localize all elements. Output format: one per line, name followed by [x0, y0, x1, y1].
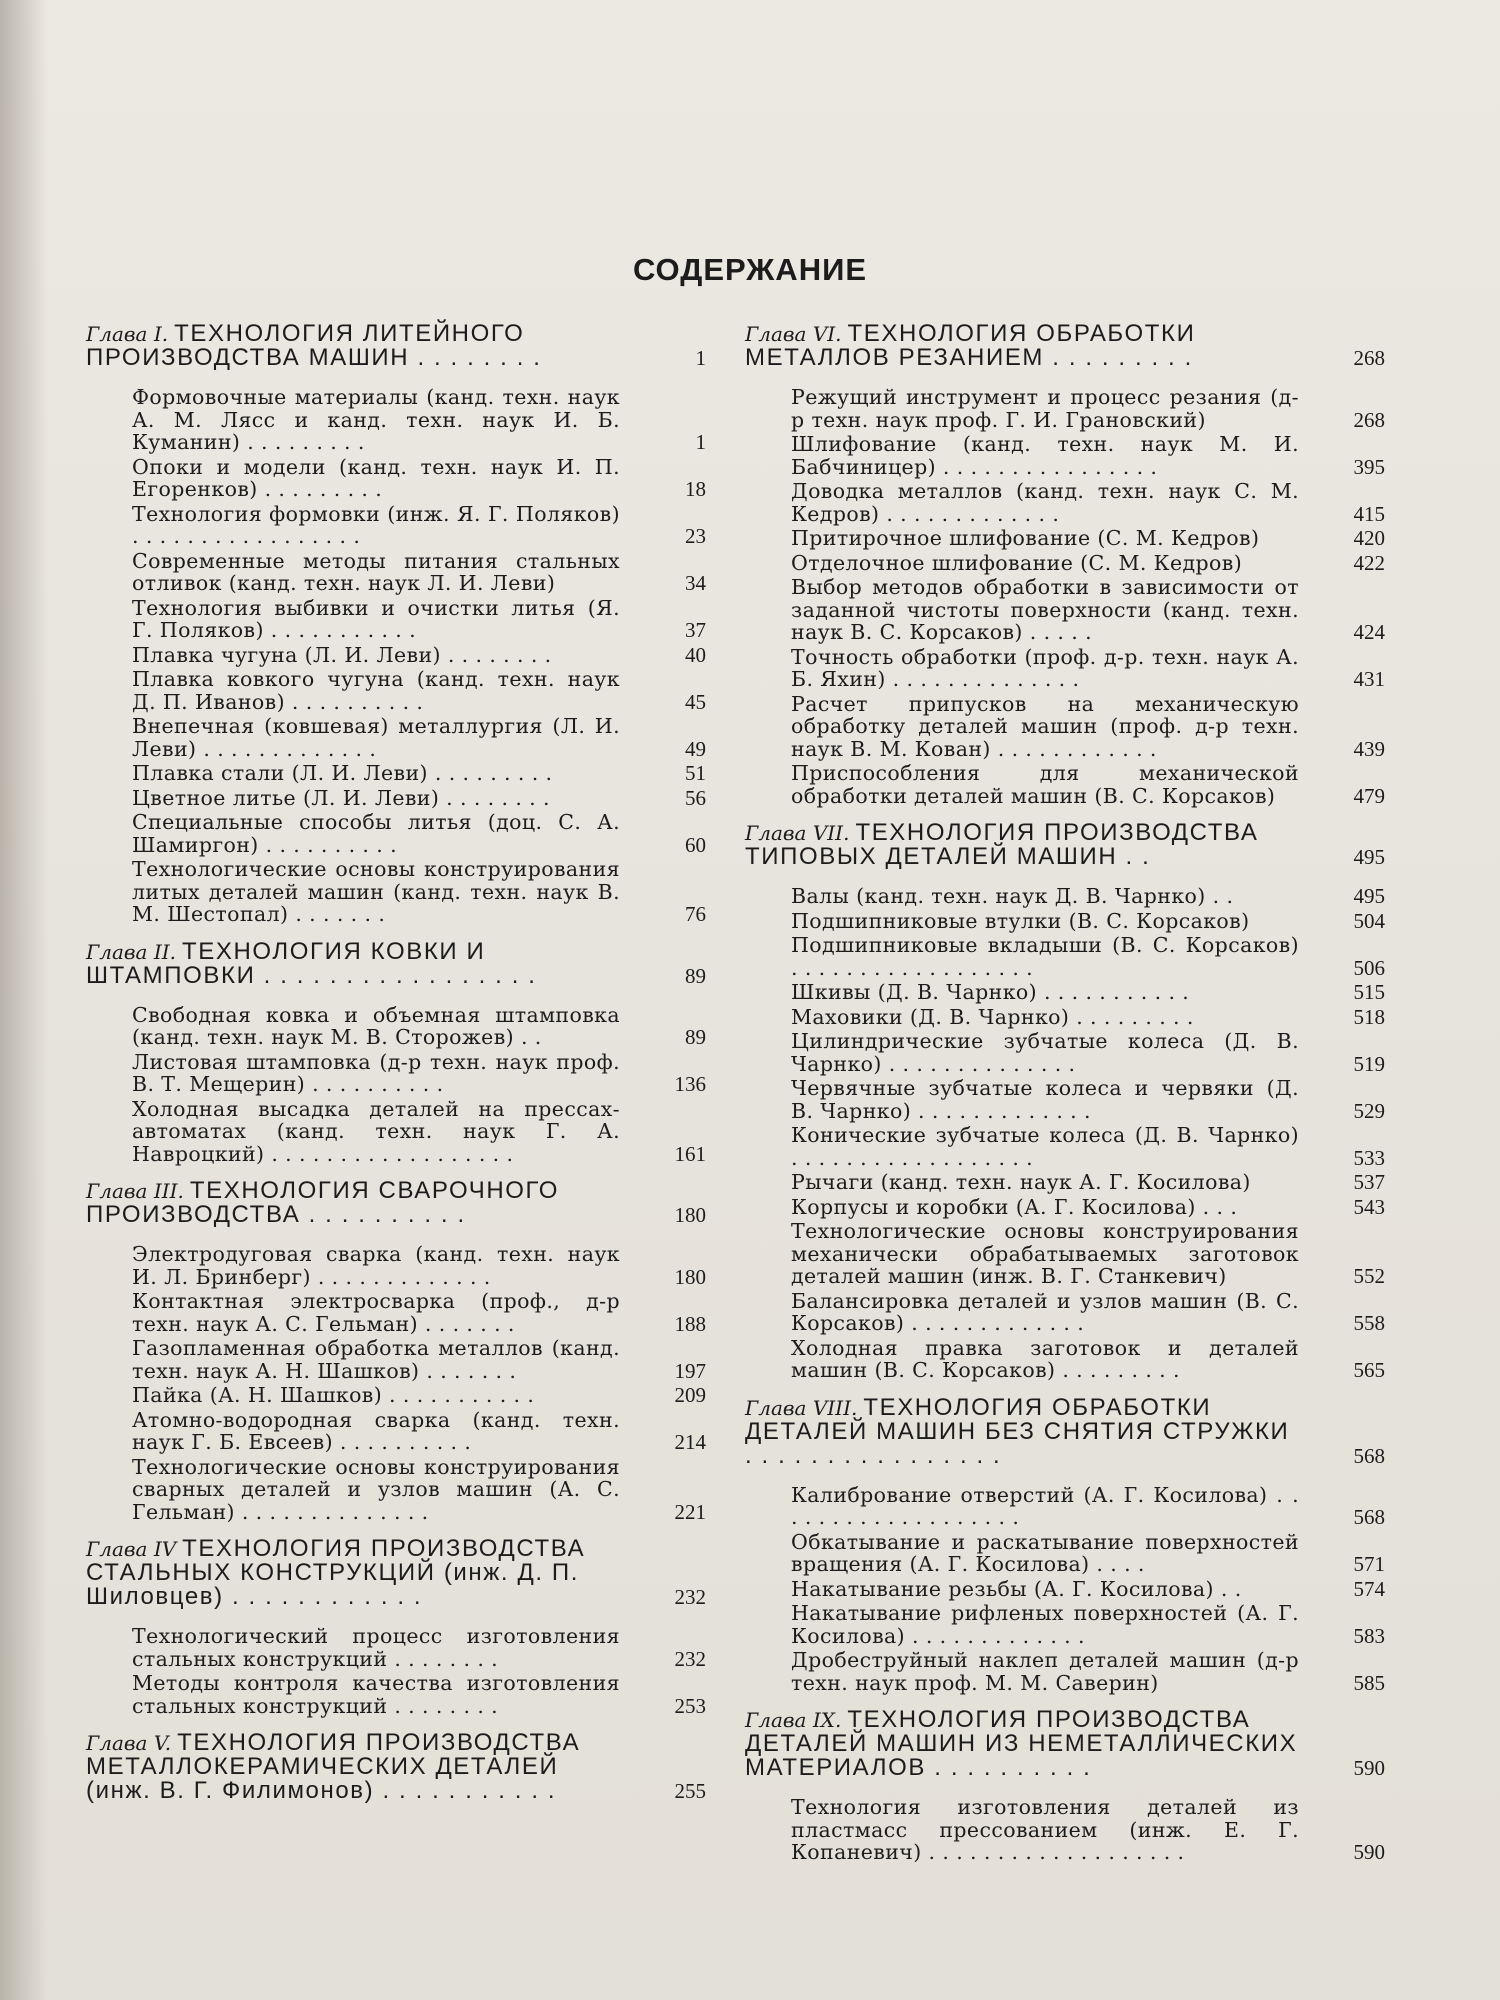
chapter-title [86, 322, 706, 370]
toc-entry-text: Специальные способы литья (доц. С. А. Шамиргон) . . . . . . . . . . [132, 810, 620, 857]
chapter-title-text: ТЕХНОЛОГИЯ ПРОИЗВОДСТВА ДЕТАЛЕЙ МАШИН ИЗ НЕМЕТАЛЛИЧЕСКИХ МАТЕРИАЛОВ . . . . . . . . . . [745, 1706, 1298, 1781]
toc-entry-text: Холодная высадка деталей на прессах-автоматах (канд. техн. наук Г. А. Навроцкий) . . . . . . . . . . . . . . . . . . [132, 1096, 620, 1166]
toc-entry-text: Технологические основы конструирования сварных деталей и узлов машин (А. С. Гельман) . . . . . . . . . . . . . . [132, 1454, 620, 1524]
chapter [86, 322, 706, 926]
toc-entry-text: Электродуговая сварка (канд. техн. наук И. Л. Бринберг) . . . . . . . . . . . . . [132, 1242, 620, 1289]
toc-entry [86, 644, 706, 667]
toc-entry-text: Опоки и модели (канд. техн. наук И. П. Егоренков) . . . . . . . . . [132, 454, 620, 501]
toc-entry-page-number: 552 [1353, 1264, 1385, 1288]
toc-entry-text: Валы (канд. техн. наук Д. В. Чарнко) . . [791, 884, 1234, 908]
toc-entry-page-number: 34 [685, 571, 706, 595]
toc-entry-page-number: 585 [1353, 1670, 1385, 1695]
chapter-prefix: Глава III. [86, 1179, 184, 1203]
toc-entry-page-number: 188 [674, 1311, 706, 1336]
toc-entry [745, 1578, 1385, 1601]
chapter-title-text: ТЕХНОЛОГИЯ ЛИТЕЙНОГО ПРОИЗВОДСТВА МАШИН . . . . . . . . [86, 320, 542, 371]
toc-entry [86, 550, 706, 595]
toc-entry-page-number: 479 [1353, 783, 1385, 808]
toc-entry [745, 1196, 1385, 1219]
toc-entry [86, 1243, 706, 1288]
toc-entry-text: Выбор методов обработки в зависимости от заданной чистоты поверхности (канд. техн. наук В. С. Корсаков) . . . . . [791, 575, 1299, 644]
toc-entry-page-number: 253 [674, 1693, 706, 1718]
toc-entry-page-number: 533 [1353, 1145, 1385, 1170]
toc-entry-page-number: 197 [674, 1358, 706, 1383]
toc-entry [86, 1384, 706, 1407]
toc-entry-page-number: 583 [1353, 1623, 1385, 1648]
toc-entry-page-number: 518 [1353, 1004, 1385, 1029]
toc-entry [745, 1484, 1385, 1529]
chapter-title-text: ТЕХНОЛОГИЯ ПРОИЗВОДСТВА МЕТАЛЛОКЕРАМИЧЕСКИХ ДЕТАЛЕЙ (инж. В. Г. Филимонов) . . . . . . . . . . . [86, 1729, 581, 1804]
toc-entry [745, 1171, 1385, 1194]
toc-entry-text: Технология изготовления деталей из пластмасс прессованием (инж. Е. Г. Копаневич) . . . . . . . . . . . . . . . . . . . [791, 1795, 1299, 1864]
toc-entry [745, 885, 1385, 908]
toc-entry-page-number: 420 [1353, 526, 1385, 550]
toc-entry-page-number: 45 [685, 689, 706, 714]
toc-entry-text: Формовочные материалы (канд. техн. наук А. М. Лясс и канд. техн. наук И. Б. Куманин) . . . . . . . . . [132, 385, 620, 454]
toc-entry-page-number: 431 [1353, 667, 1385, 691]
page-title: СОДЕРЖАНИЕ [632, 252, 868, 287]
toc-entry-text: Маховики (Д. В. Чарнко) . . . . . . . . . [791, 1004, 1194, 1029]
chapter [86, 1537, 706, 1717]
toc-entry-text: Рычаги (канд. техн. наук А. Г. Косилова) [791, 1170, 1251, 1194]
toc-entry [745, 1796, 1385, 1864]
chapter-page-number: 568 [1353, 1443, 1385, 1468]
toc-entry [745, 646, 1385, 691]
toc-entry-page-number: 574 [1353, 1576, 1385, 1601]
toc-entry [745, 1077, 1385, 1122]
toc-entry-page-number: 37 [685, 618, 706, 642]
toc-entry-text: Шлифование (канд. техн. наук М. И. Бабчиницер) . . . . . . . . . . . . . . . . [791, 432, 1299, 479]
toc-entry-text: Технологические основы конструирования механически обрабатываемых заготовок деталей машин (инж. В. Г. Станкевич) [791, 1219, 1299, 1288]
toc-entry [745, 1030, 1385, 1075]
toc-entry [745, 934, 1385, 979]
toc-entry [745, 910, 1385, 933]
toc-entry [86, 1004, 706, 1049]
toc-entry [745, 576, 1385, 644]
chapter-page-number: 495 [1353, 845, 1385, 869]
toc-entry-text: Режущий инструмент и процесс резания (д-р техн. наук проф. Г. И. Грановский) [791, 385, 1299, 432]
toc-entry [745, 1290, 1385, 1335]
toc-entry-page-number: 60 [685, 832, 706, 857]
chapter-prefix: Глава VI. [745, 322, 842, 346]
toc-entry-page-number: 495 [1353, 884, 1385, 908]
chapter-page-number: 590 [1353, 1756, 1385, 1780]
toc-entry-text: Технологические основы конструирования литых деталей машин (канд. техн. наук В. М. Шестопал) . . . . . . . [132, 857, 620, 926]
toc-entry-page-number: 18 [685, 477, 706, 501]
toc-entry-text: Балансировка деталей и узлов машин (В. С. Корсаков) . . . . . . . . . . . . . [791, 1288, 1299, 1335]
chapter-prefix: Глава IV [86, 1537, 177, 1561]
toc-entry [86, 456, 706, 501]
toc-entry-page-number: 565 [1353, 1358, 1385, 1382]
toc-entry-page-number: 506 [1353, 955, 1385, 980]
right-column [745, 322, 1385, 1878]
toc-entry-page-number: 571 [1353, 1552, 1385, 1576]
chapter-page-number: 255 [674, 1779, 706, 1803]
toc-entry-page-number: 504 [1353, 908, 1385, 933]
chapter-prefix: Глава V. [86, 1731, 172, 1755]
chapter [86, 937, 706, 1166]
toc-entry-text: Подшипниковые вкладыши (В. С. Корсаков) . . . . . . . . . . . . . . . . . . [791, 933, 1299, 980]
toc-entry-page-number: 519 [1353, 1051, 1385, 1076]
toc-entry-text: Подшипниковые втулки (В. С. Корсаков) [791, 908, 1250, 933]
toc-entry [86, 1625, 706, 1670]
toc-entry-text: Свободная ковка и объемная штамповка (канд. техн. наук М. В. Сторожев) . . [132, 1002, 620, 1049]
toc-entry [745, 762, 1385, 807]
toc-entry [745, 552, 1385, 575]
chapter [86, 1179, 706, 1523]
chapter-title-text: ТЕХНОЛОГИЯ ПРОИЗВОДСТВА СТАЛЬНЫХ КОНСТРУКЦИЙ (инж. Д. П. Шиловцев) . . . . . . . . . . . . [86, 1535, 586, 1610]
toc-entry [745, 1337, 1385, 1382]
chapter-title-text: ТЕХНОЛОГИЯ КОВКИ И ШТАМПОВКИ . . . . . . . . . . . . . . . . . [86, 937, 537, 989]
toc-entry [86, 1337, 706, 1382]
toc-entry-text: Плавка ковкого чугуна (канд. техн. наук Д. П. Иванов) . . . . . . . . . . [132, 667, 620, 714]
toc-entry [86, 811, 706, 856]
toc-entry-text: Обкатывание и раскатывание поверхностей вращения (А. Г. Косилова) . . . . [791, 1529, 1299, 1576]
toc-entry [745, 480, 1385, 525]
toc-entry-text: Приспособления для механической обработки деталей машин (В. С. Корсаков) [791, 761, 1299, 808]
toc-entry-text: Накатывание резьбы (А. Г. Косилова) . . [791, 1576, 1242, 1601]
toc-entry [86, 668, 706, 713]
chapter-prefix: Глава VIII. [745, 1395, 858, 1420]
toc-entry [86, 787, 706, 810]
toc-entry-text: Корпусы и коробки (А. Г. Косилова) . . . [791, 1194, 1238, 1219]
toc-entry-page-number: 49 [685, 736, 706, 761]
chapter-title [745, 821, 1385, 869]
toc-entry-page-number: 40 [685, 642, 706, 667]
toc-entry-page-number: 537 [1353, 1170, 1385, 1194]
toc-entry [86, 762, 706, 785]
toc-entry [86, 503, 706, 548]
toc-entry-page-number: 415 [1353, 501, 1385, 526]
toc-entry [86, 1672, 706, 1717]
toc-entry-page-number: 221 [674, 1499, 706, 1524]
toc-entry-text: Технология выбивки и очистки литья (Я. Г. Поляков) . . . . . . . . . . . [132, 595, 620, 642]
toc-entry [745, 386, 1385, 431]
toc-entry-text: Отделочное шлифование (С. М. Кедров) [791, 550, 1243, 575]
toc-entry [745, 1531, 1385, 1576]
chapter-title-text: ТЕХНОЛОГИЯ ПРОИЗВОДСТВА ТИПОВЫХ ДЕТАЛЕЙ МАШИН . . [745, 819, 1259, 870]
toc-entry-text: Контактная электросварка (проф., д-р техн. наук А. С. Гельман) . . . . . . . [132, 1289, 620, 1336]
toc-entry [86, 858, 706, 926]
toc-entry-page-number: 56 [685, 785, 706, 810]
chapter-title [86, 1179, 706, 1227]
toc-entry-text: Шкивы (Д. В. Чарнко) . . . . . . . . . . . [791, 980, 1190, 1004]
toc-entry-text: Современные методы питания стальных отливок (канд. техн. наук Л. И. Леви) [132, 548, 620, 595]
toc-entry [86, 1290, 706, 1335]
toc-entry-page-number: 558 [1353, 1311, 1385, 1335]
toc-entry [745, 1220, 1385, 1288]
toc-entry-page-number: 590 [1353, 1840, 1385, 1864]
toc-entry-text: Холодная правка заготовок и деталей машин (В. С. Корсаков) . . . . . . . . . [791, 1335, 1299, 1382]
toc-entry-page-number: 268 [1353, 407, 1385, 432]
toc-entry-page-number: 529 [1353, 1098, 1385, 1123]
chapter [745, 821, 1385, 1382]
toc-entry [745, 433, 1385, 478]
chapter-prefix: Глава I. [86, 322, 169, 346]
toc-entry [745, 1602, 1385, 1647]
chapter-title [745, 1708, 1385, 1780]
toc-entry-text: Калибрование отверстий (А. Г. Косилова) . . . . . . . . . . . . . . . . . . . [791, 1482, 1299, 1529]
toc-entry-text: Пайка (А. Н. Шашков) . . . . . . . . . . . [132, 1383, 535, 1407]
toc-entry-text: Притирочное шлифование (С. М. Кедров) [791, 526, 1260, 550]
toc-entry-text: Внепечная (ковшевая) металлургия (Л. И. Леви) . . . . . . . . . . . . . [132, 714, 620, 761]
left-column [86, 322, 706, 1819]
chapter-page-number: 180 [674, 1203, 706, 1227]
chapter-title [86, 1731, 706, 1803]
toc-entry [745, 1649, 1385, 1694]
chapter-page-number: 1 [695, 346, 706, 370]
chapter [86, 1731, 706, 1803]
toc-entry-page-number: 439 [1353, 736, 1385, 761]
toc-entry-text: Конические зубчатые колеса (Д. В. Чарнко) . . . . . . . . . . . . . . . . . . [791, 1123, 1299, 1170]
toc-entry-page-number: 76 [685, 902, 706, 926]
toc-entry [745, 981, 1385, 1004]
toc-entry-text: Накатывание рифленых поверхностей (А. Г. Косилова) . . . . . . . . . . . . . [791, 1601, 1299, 1648]
toc-entry-text: Расчет припусков на механическую обработку деталей машин (проф. д-р техн. наук В. М. Кован) . . . . . . . . . . . . [791, 691, 1299, 761]
toc-entry-page-number: 51 [685, 761, 706, 785]
toc-entry-text: Атомно-водородная сварка (канд. техн. наук Г. Б. Евсеев) . . . . . . . . . . [132, 1407, 620, 1454]
toc-entry-page-number: 214 [674, 1430, 706, 1454]
toc-entry-page-number: 568 [1353, 1505, 1385, 1529]
toc-entry [745, 527, 1385, 550]
toc-entry-page-number: 422 [1353, 550, 1385, 575]
toc-entry-text: Методы контроля качества изготовления стальных конструкций . . . . . . . . [132, 1671, 620, 1718]
chapter-page-number: 232 [674, 1585, 706, 1609]
page-binding-shadow [0, 0, 48, 2000]
chapter-prefix: Глава II. [86, 939, 176, 964]
chapter-title [86, 1537, 706, 1609]
chapter-title-text: ТЕХНОЛОГИЯ ОБРАБОТКИ ДЕТАЛЕЙ МАШИН БЕЗ СНЯТИЯ СТРУЖКИ . . . . . . . . . . . . . . . . [745, 1393, 1290, 1469]
toc-entry-text: Цилиндрические зубчатые колеса (Д. В. Чарнко) . . . . . . . . . . . . . . [791, 1029, 1299, 1076]
toc-entry-page-number: 209 [674, 1383, 706, 1407]
toc-entry [86, 1098, 706, 1166]
toc-entry-page-number: 136 [674, 1072, 706, 1096]
chapter-title [745, 322, 1385, 370]
toc-entry-text: Червячные зубчатые колеса и червяки (Д. В. Чарнко) . . . . . . . . . . . . . [791, 1076, 1299, 1123]
toc-entry-page-number: 89 [685, 1025, 706, 1049]
toc-entry [745, 1124, 1385, 1169]
toc-entry-page-number: 1 [695, 430, 706, 454]
toc-entry-page-number: 23 [685, 524, 706, 548]
toc-entry [86, 1051, 706, 1096]
chapter-prefix: Глава VII. [745, 821, 850, 845]
chapter [745, 322, 1385, 807]
toc-entry [86, 386, 706, 454]
toc-entry-text: Листовая штамповка (д-р техн. наук проф. В. Т. Мещерин) . . . . . . . . . . [132, 1049, 620, 1096]
toc-entry-text: Цветное литье (Л. И. Леви) . . . . . . . . [132, 785, 550, 810]
toc-entry-page-number: 424 [1353, 620, 1385, 644]
toc-entry-page-number: 395 [1353, 454, 1385, 479]
chapter [745, 1393, 1385, 1695]
toc-entry-text: Дробеструйный наклеп деталей машин (д-р техн. наук проф. М. М. Саверин) [791, 1648, 1299, 1695]
toc-entry [86, 1456, 706, 1524]
toc-entry-page-number: 161 [674, 1141, 706, 1166]
chapter-title [745, 1393, 1385, 1469]
toc-entry [86, 715, 706, 760]
chapter [745, 1708, 1385, 1864]
toc-entry [745, 693, 1385, 761]
chapter-page-number: 268 [1353, 346, 1385, 370]
toc-entry-text: Плавка стали (Л. И. Леви) . . . . . . . . . [132, 761, 553, 785]
toc-entry-text: Доводка металлов (канд. техн. наук С. М. Кедров) . . . . . . . . . . . . . [791, 479, 1299, 526]
toc-entry-text: Плавка чугуна (Л. И. Леви) . . . . . . . . [132, 642, 552, 667]
toc-entry-text: Точность обработки (проф. д-р. техн. наук А. Б. Яхин) . . . . . . . . . . . . . . [791, 644, 1299, 691]
chapter-title [86, 937, 706, 989]
chapter-page-number: 89 [685, 963, 706, 988]
toc-entry-text: Газопламенная обработка металлов (канд. техн. наук А. Н. Шашков) . . . . . . . [132, 1336, 620, 1383]
chapter-prefix: Глава IX. [745, 1708, 842, 1732]
toc-entry [86, 1409, 706, 1454]
toc-entry-page-number: 232 [674, 1646, 706, 1671]
toc-entry-text: Технологический процесс изготовления стальных конструкций . . . . . . . . [132, 1624, 620, 1671]
chapter-title-text: ТЕХНОЛОГИЯ СВАРОЧНОГО ПРОИЗВОДСТВА . . . . . . . . . . [86, 1177, 560, 1228]
toc-entry-page-number: 543 [1353, 1194, 1385, 1219]
toc-entry [745, 1006, 1385, 1029]
toc-entry-text: Технология формовки (инж. Я. Г. Поляков) . . . . . . . . . . . . . . . . . [132, 501, 620, 548]
toc-entry-page-number: 515 [1353, 980, 1385, 1004]
toc-entry-page-number: 180 [674, 1264, 706, 1289]
chapter-title-text: ТЕХНОЛОГИЯ ОБРАБОТКИ МЕТАЛЛОВ РЕЗАНИЕМ . . . . . . . . . [745, 320, 1196, 371]
toc-entry [86, 597, 706, 642]
